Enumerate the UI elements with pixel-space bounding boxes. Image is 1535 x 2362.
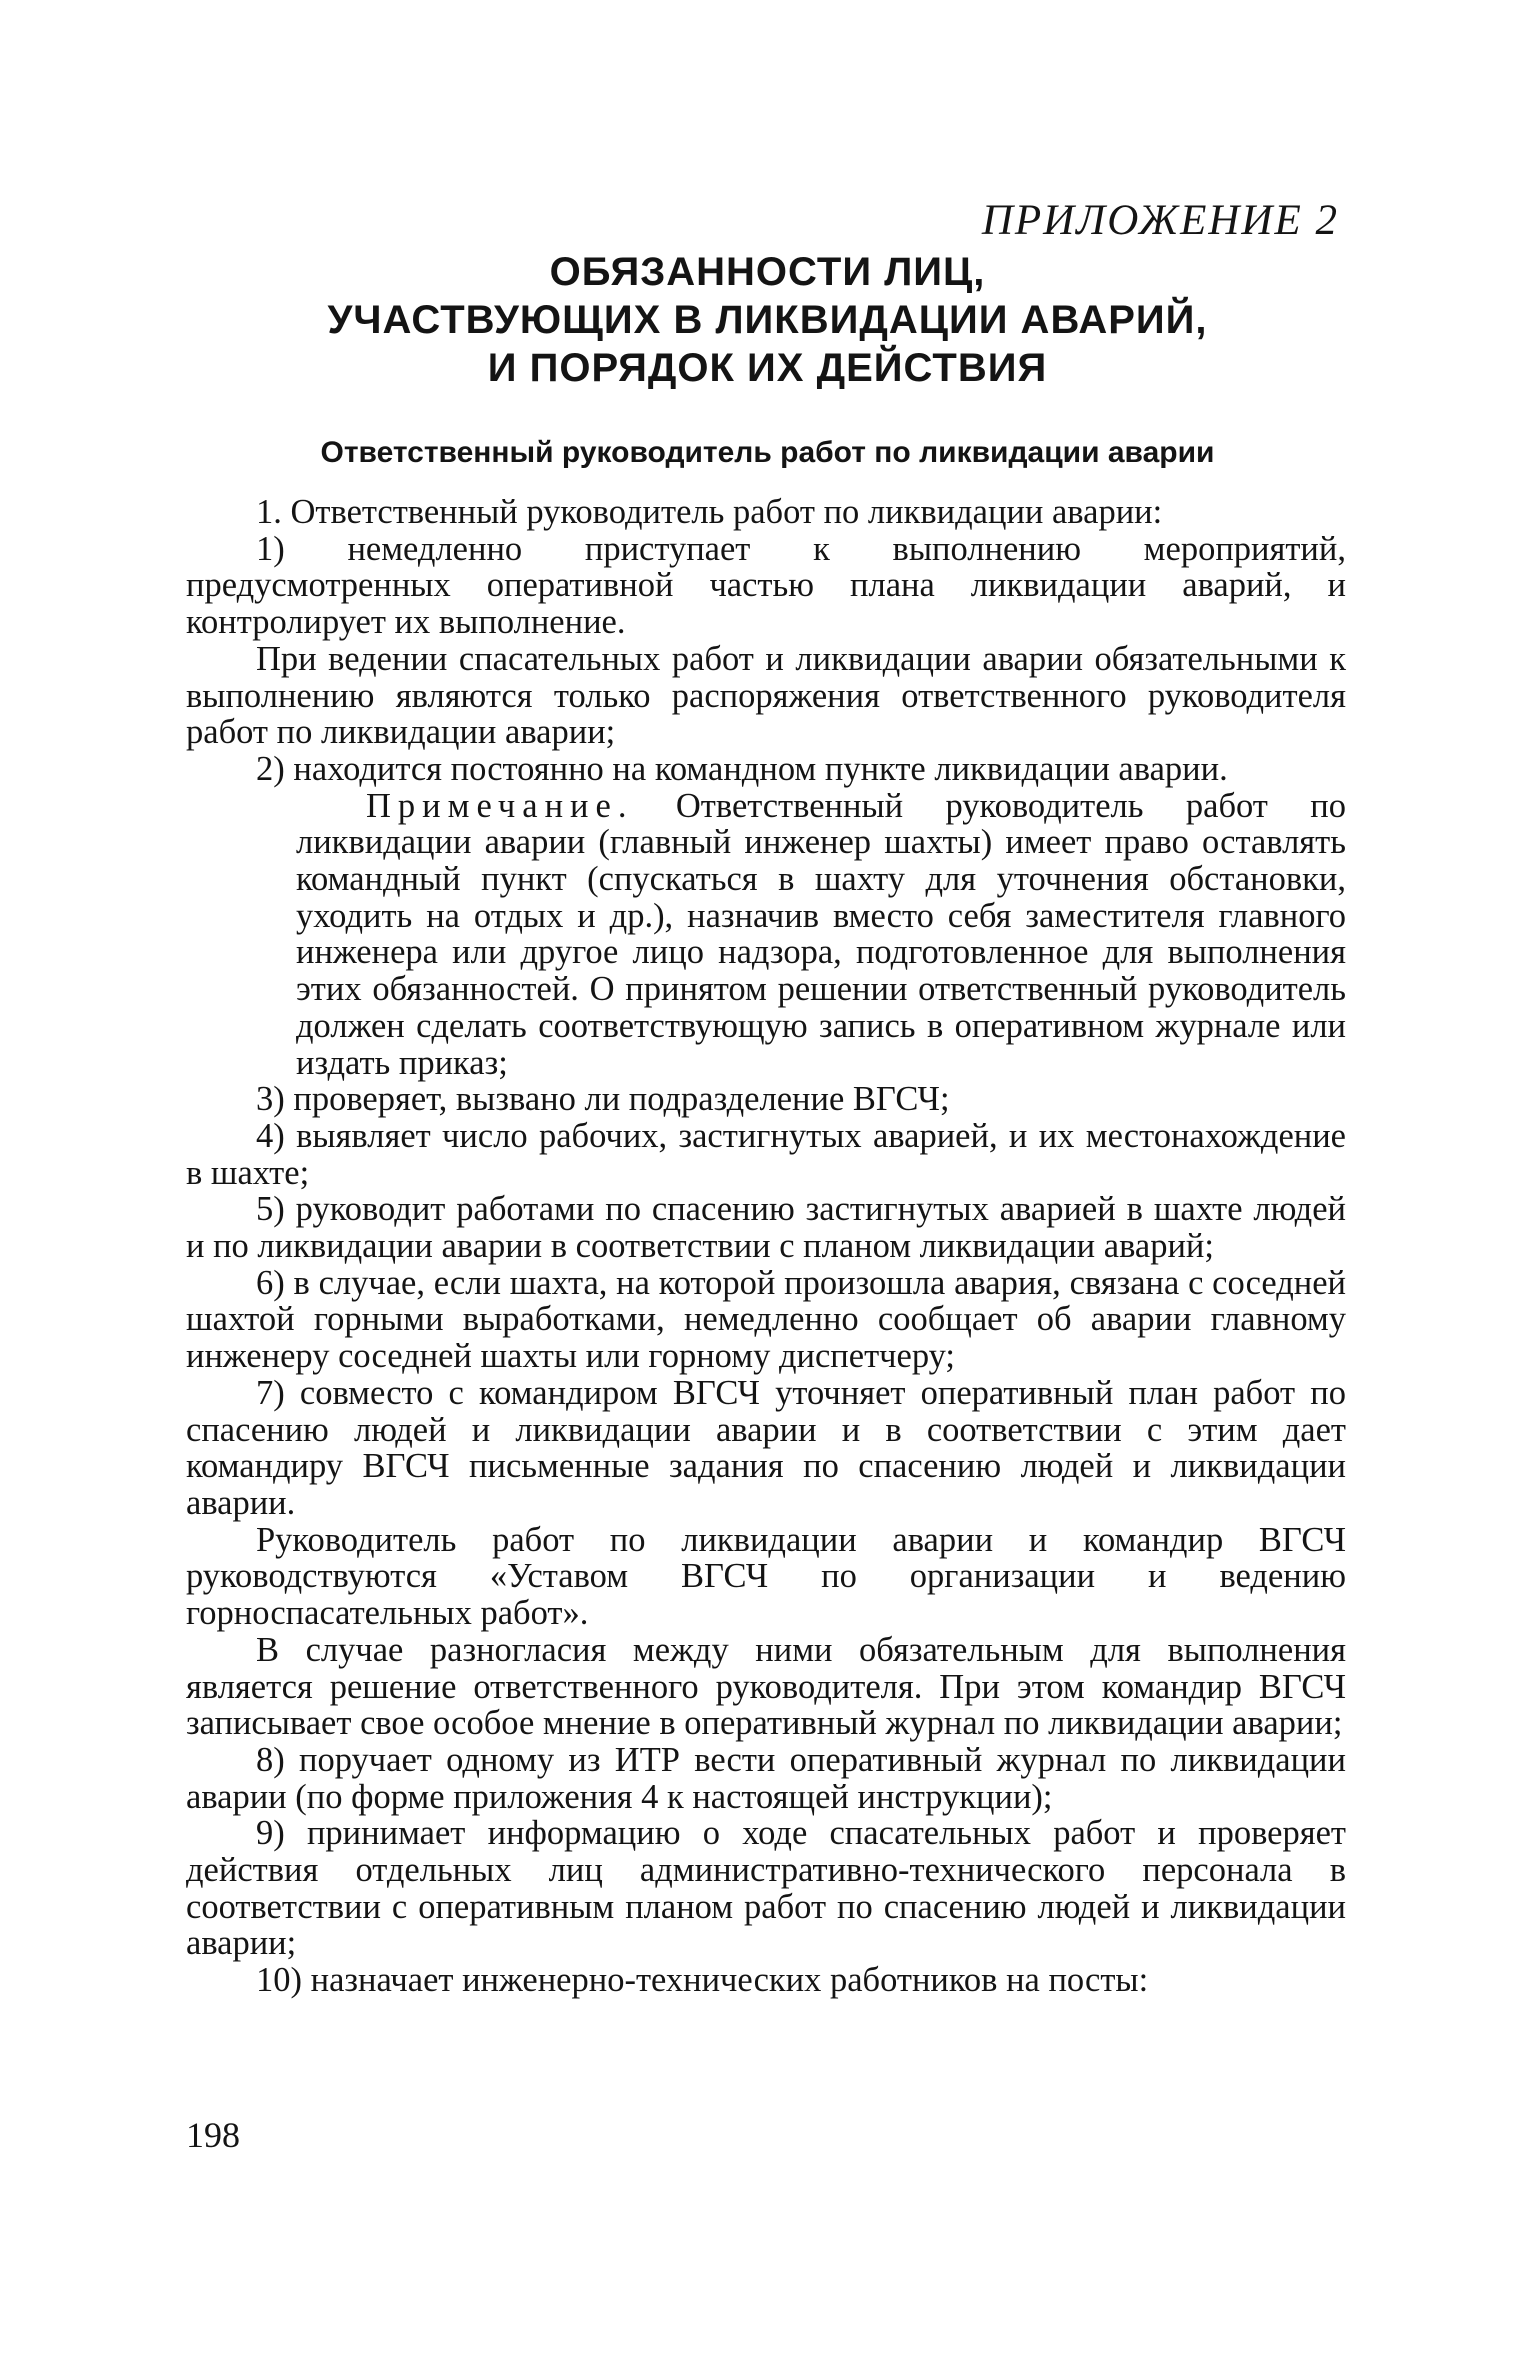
- appendix-label: ПРИЛОЖЕНИЕ 2: [981, 197, 1339, 244]
- paragraph: 1) немедленно приступает к выполнению мероприятий, предусмотренных оперативной частью плана ликвидации аварий, и контролирует их выполнение.: [186, 529, 1346, 642]
- note-text: Ответственный руководитель работ по ликвидации аварии (главный инженер шахты) имеет право оставлять командный пункт (спускаться в шахту для уточнения обстановки, уходить на отдых и др.), назначив вместо себя заместителя главного инженера или другое лицо надзора, подготовленное для выполнения этих обязанностей. О принятом решении ответственный руководитель должен сделать соответствующую запись в оперативном журнале или издать приказ;: [296, 786, 1346, 1082]
- title-line: И ПОРЯДОК ИХ ДЕЙСТВИЯ: [487, 346, 1048, 390]
- paragraph: При ведении спасательных работ и ликвидации аварии обязательными к выполнению являются только распоряжения ответственного руководителя работ по ликвидации аварии;: [186, 639, 1346, 752]
- paragraph: 6) в случае, если шахта, на которой произошла авария, связана с соседней шахтой горными выработками, немедленно сообщает об аварии главному инженеру соседней шахты или горному диспетчеру;: [186, 1263, 1346, 1376]
- note-label: Примечание.: [366, 786, 634, 825]
- section-heading: Ответственный руководитель работ по ликвидации аварии: [320, 436, 1215, 469]
- paragraph: 1. Ответственный руководитель работ по ликвидации аварии:: [256, 493, 1163, 531]
- title-line: ОБЯЗАННОСТИ ЛИЦ,: [549, 250, 986, 294]
- document-title: [0, 248, 1535, 392]
- paragraph: 10) назначает инженерно-технических работников на посты:: [256, 1961, 1149, 2000]
- note-paragraph: [296, 788, 1346, 1082]
- paragraph: 9) принимает информацию о ходе спасательных работ и проверяет действия отдельных лиц административно-технического персонала в соответствии с оперативным планом работ по спасению людей и ликвидации аварии;: [186, 1814, 1346, 1963]
- page-number: 198: [186, 2115, 240, 2155]
- paragraph: 5) руководит работами по спасению застигнутых аварией в шахте людей и по ликвидации аварии в соответствии с планом ликвидации аварий;: [186, 1190, 1346, 1266]
- paragraph: 4) выявляет число рабочих, застигнутых аварией, и их местонахождение в шахте;: [186, 1116, 1346, 1192]
- paragraph: 7) совместо с командиром ВГСЧ уточняет оперативный план работ по спасению людей и ликвидации аварии и в соответствии с этим дает командиру ВГСЧ письменные задания по спасению людей и ликвидации аварии.: [186, 1373, 1346, 1522]
- paragraph: В случае разногласия между ними обязательным для выполнения является решение ответственного руководителя. При этом командир ВГСЧ записывает свое особое мнение в оперативный журнал по ликвидации аварии;: [186, 1630, 1346, 1743]
- paragraph: 2) находится постоянно на командном пункте ликвидации аварии.: [256, 749, 1228, 788]
- paragraph: 8) поручает одному из ИТР вести оперативный журнал по ликвидации аварии (по форме приложения 4 к настоящей инструкции);: [186, 1740, 1346, 1816]
- paragraph: 3) проверяет, вызвано ли подразделение ВГСЧ;: [256, 1080, 950, 1119]
- body-text: [186, 494, 1346, 1999]
- paragraph: Руководитель работ по ликвидации аварии и командир ВГСЧ руководствуются «Уставом ВГСЧ по организации и ведению горноспасательных работ».: [186, 1520, 1346, 1633]
- title-line: УЧАСТВУЮЩИХ В ЛИКВИДАЦИИ АВАРИЙ,: [327, 298, 1208, 342]
